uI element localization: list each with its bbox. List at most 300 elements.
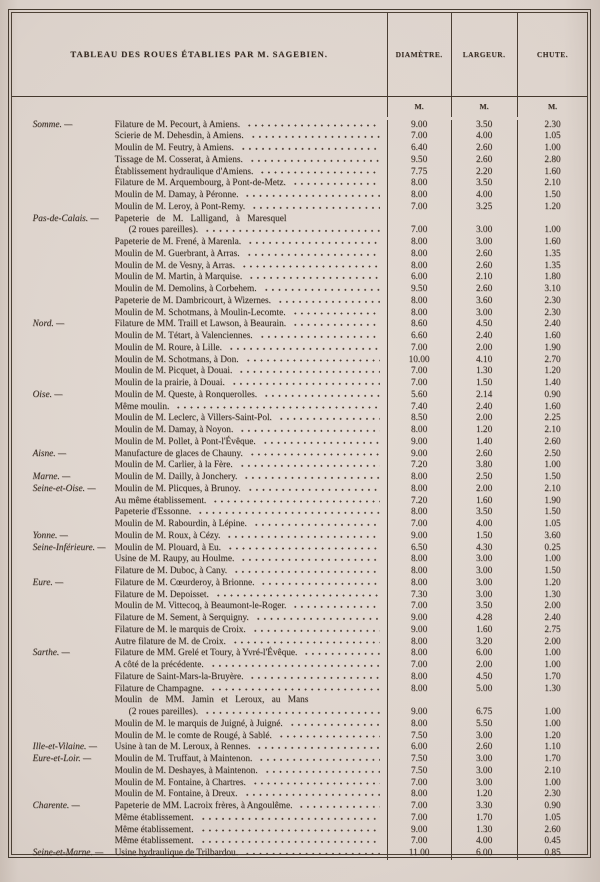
chute-value: 0.45 (517, 836, 588, 848)
chute-value: 1.90 (517, 496, 588, 508)
largeur-value: 1.30 (451, 366, 517, 378)
diametre-value: 7.50 (387, 766, 451, 778)
table-row (12, 155, 588, 167)
table-row (12, 848, 588, 860)
establishment-name: Moulin de M. Pollet, à Pont-l'Évêque. (114, 436, 256, 447)
dot-leader (238, 554, 379, 566)
largeur-value: 1.60 (451, 625, 517, 637)
largeur-value: 2.60 (451, 155, 517, 167)
largeur-value: 3.00 (451, 308, 517, 320)
dot-leader (208, 660, 380, 672)
diametre-value: 6.60 (387, 331, 451, 343)
table-row (12, 684, 588, 696)
establishment-name: Moulin de M. Fontaine, à Dreux. (114, 789, 238, 800)
dot-leader (261, 284, 380, 296)
establishment-cell (12, 167, 387, 179)
chute-value: 2.80 (517, 155, 588, 167)
diametre-value: 8.00 (387, 719, 451, 731)
dot-leader (195, 507, 379, 519)
establishment-name: Moulin de M. Martin, à Marquise. (114, 272, 243, 283)
establishment-cell (12, 719, 387, 731)
largeur-value: 3.00 (451, 731, 517, 743)
largeur-value: 2.60 (451, 143, 517, 155)
diametre-value: 9.00 (387, 531, 451, 543)
diametre-value: 9.00 (387, 625, 451, 637)
chute-value: 3.10 (517, 284, 588, 296)
chute-value: 1.20 (517, 731, 588, 743)
diametre-value: 8.00 (387, 308, 451, 320)
chute-value: 1.35 (517, 249, 588, 261)
chute-value: 1.00 (517, 719, 588, 731)
largeur-value: 2.60 (451, 261, 517, 273)
largeur-value: 3.30 (451, 801, 517, 813)
diametre-value: 8.00 (387, 296, 451, 308)
table-row (12, 648, 588, 660)
diametre-value: 7.20 (387, 460, 451, 472)
establishment-name: Filature de MM. Traill et Lawson, à Beaurain. (114, 319, 287, 330)
dot-leader (237, 425, 379, 437)
unit-diametre: M. (387, 97, 451, 117)
table-title: TABLEAU DES ROUES ÉTABLIES PAR M. SAGEBIEN. (70, 49, 328, 60)
diametre-value: 8.00 (387, 472, 451, 484)
establishment-cell (12, 578, 387, 590)
chute-value: 1.20 (517, 578, 588, 590)
chute-value: 2.30 (517, 789, 588, 801)
chute-value: 2.10 (517, 425, 588, 437)
largeur-value: 2.60 (451, 249, 517, 261)
establishment-name: Moulin de MM. Jamin et Leroux, au Mans (114, 695, 309, 706)
largeur-value: 1.50 (451, 378, 517, 390)
dot-leader (251, 519, 380, 531)
column-header-chute: CHUTE. (517, 13, 588, 96)
largeur-value: 2.40 (451, 331, 517, 343)
chute-value: 1.00 (517, 695, 588, 719)
dot-leader (247, 449, 380, 461)
diametre-value: 7.00 (387, 801, 451, 813)
establishment-cell (12, 190, 387, 202)
department-label: Seine-et-Marne. — (32, 848, 104, 859)
chute-value: 1.30 (517, 590, 588, 602)
establishment-name: Filature de M. le marquis de Croix. (114, 624, 246, 635)
chute-value: 1.35 (517, 261, 588, 273)
diametre-value: 7.00 (387, 214, 451, 238)
table-row (12, 672, 588, 684)
dot-leader (257, 167, 379, 179)
establishment-cell (12, 120, 387, 132)
chute-value: 1.50 (517, 566, 588, 578)
table-row (12, 202, 588, 214)
diametre-value: 8.60 (387, 319, 451, 331)
largeur-value: 3.80 (451, 460, 517, 472)
diametre-value: 6.00 (387, 742, 451, 754)
table-row (12, 766, 588, 778)
dot-leader (226, 343, 380, 355)
establishment-cell (12, 355, 387, 367)
chute-value: 1.20 (517, 366, 588, 378)
dot-leader (290, 178, 380, 190)
diametre-value: 7.00 (387, 343, 451, 355)
diametre-value: 7.00 (387, 836, 451, 848)
establishment-name: Filature de MM. Grelé et Toury, à Yvré-l'Évêque. (114, 648, 298, 659)
establishment-name: Usine hydraulique de Trilbardou. (114, 848, 239, 859)
establishment-cell (12, 531, 387, 543)
table-row (12, 601, 588, 613)
diametre-value: 9.00 (387, 695, 451, 719)
table-row (12, 237, 588, 249)
establishment-name: Filature de Champagne. (114, 683, 204, 694)
dot-leader (253, 613, 380, 625)
dot-leader (258, 578, 379, 590)
chute-value: 1.00 (517, 214, 588, 238)
largeur-value: 2.40 (451, 402, 517, 414)
largeur-value: 3.00 (451, 566, 517, 578)
establishment-cell (12, 131, 387, 143)
dot-leader (244, 249, 380, 261)
largeur-value: 1.40 (451, 437, 517, 449)
establishment-cell (12, 425, 387, 437)
table-row (12, 625, 588, 637)
establishment-name: Moulin de M. le comte de Rougé, à Sablé. (114, 730, 272, 741)
dot-leader (225, 543, 380, 555)
largeur-value: 3.50 (451, 601, 517, 613)
diametre-value: 8.00 (387, 637, 451, 649)
largeur-value: 2.10 (451, 272, 517, 284)
dot-leader (261, 390, 379, 402)
diametre-value: 6.00 (387, 272, 451, 284)
table-row (12, 543, 588, 555)
table-row (12, 131, 588, 143)
chute-value: 0.25 (517, 543, 588, 555)
establishment-name: Usine de M. Raupy, au Houlme. (114, 554, 235, 565)
diametre-value: 9.50 (387, 155, 451, 167)
dot-leader (245, 484, 380, 496)
column-header-largeur: LARGEUR. (451, 13, 517, 96)
dot-leader (290, 601, 379, 613)
establishment-cell (12, 143, 387, 155)
establishment-cell (12, 296, 387, 308)
unit-largeur: M. (451, 97, 517, 117)
chute-value: 2.25 (517, 413, 588, 425)
largeur-value: 2.60 (451, 449, 517, 461)
establishment-name: Filature de M. Depoisset. (114, 589, 209, 600)
table-row (12, 308, 588, 320)
chute-value: 1.70 (517, 754, 588, 766)
largeur-value: 3.00 (451, 214, 517, 238)
dot-leader (262, 766, 380, 778)
table-row (12, 261, 588, 273)
diametre-value: 10.00 (387, 355, 451, 367)
chute-value: 0.90 (517, 801, 588, 813)
establishment-name: Moulin de M. de Vesny, à Arras. (114, 260, 235, 271)
establishment-name: Moulin de M. Dailly, à Jonchery. (114, 472, 238, 483)
dot-leader (249, 202, 380, 214)
diametre-value: 8.00 (387, 507, 451, 519)
diametre-value: 7.00 (387, 202, 451, 214)
largeur-value: 3.00 (451, 554, 517, 566)
table-row (12, 754, 588, 766)
dot-leader (236, 366, 379, 378)
establishment-name: Filature de Saint-Mars-la-Bruyère. (114, 671, 244, 682)
diametre-value: 8.00 (387, 554, 451, 566)
establishment-cell (12, 390, 387, 402)
establishment-name: Moulin de M. Queste, à Ronquerolles. (114, 389, 258, 400)
department-label: Sarthe. — (32, 648, 70, 659)
chute-value: 2.30 (517, 308, 588, 320)
dot-leader (243, 355, 380, 367)
establishment-name: Moulin de M. Roure, à Lille. (114, 342, 223, 353)
diametre-value: 6.40 (387, 143, 451, 155)
chute-value: 1.90 (517, 343, 588, 355)
chute-value: 1.60 (517, 402, 588, 414)
dot-leader (229, 378, 380, 390)
largeur-value: 2.60 (451, 284, 517, 296)
establishment-name: Moulin de M. Leroy, à Pont-Remy. (114, 201, 246, 212)
chute-value: 1.00 (517, 143, 588, 155)
table-row (12, 566, 588, 578)
establishment-name: Moulin de M. Plouard, à Eu. (114, 542, 221, 553)
establishment-cell (12, 695, 387, 719)
diametre-value: 8.00 (387, 566, 451, 578)
diametre-value: 7.20 (387, 496, 451, 508)
establishment-cell (12, 343, 387, 355)
chute-value: 1.60 (517, 167, 588, 179)
establishment-cell (12, 214, 387, 238)
establishment-name-line2: (2 roues pareilles). (128, 707, 199, 718)
table-row (12, 554, 588, 566)
department-label: Seine-Inférieure. — (32, 542, 106, 553)
diametre-value: 8.00 (387, 484, 451, 496)
chute-value: 1.40 (517, 378, 588, 390)
table-row (12, 789, 588, 801)
table-row (12, 214, 588, 238)
table-row (12, 825, 588, 837)
largeur-value: 1.60 (451, 496, 517, 508)
table-row (12, 143, 588, 155)
units-row (12, 96, 588, 117)
largeur-value: 1.20 (451, 425, 517, 437)
dot-leader (237, 460, 380, 472)
establishment-name: Moulin de M. Rabourdin, à Lépine. (114, 519, 247, 530)
table-row (12, 284, 588, 296)
dot-leader (247, 155, 380, 167)
largeur-value: 2.00 (451, 484, 517, 496)
diametre-value: 8.00 (387, 684, 451, 696)
table-row (12, 437, 588, 449)
diametre-value: 9.00 (387, 449, 451, 461)
establishment-cell (12, 825, 387, 837)
diametre-value: 8.00 (387, 672, 451, 684)
table-row (12, 507, 588, 519)
chute-value: 1.00 (517, 648, 588, 660)
table-row (12, 272, 588, 284)
establishment-cell (12, 813, 387, 825)
establishment-name: Moulin de M. Picquet, à Douai. (114, 366, 233, 377)
largeur-value: 3.00 (451, 766, 517, 778)
chute-value: 0.90 (517, 390, 588, 402)
largeur-value: 2.20 (451, 167, 517, 179)
largeur-value: 3.00 (451, 754, 517, 766)
table-row (12, 366, 588, 378)
chute-value: 1.50 (517, 507, 588, 519)
diametre-value: 8.00 (387, 190, 451, 202)
table-row (12, 590, 588, 602)
largeur-value: 3.00 (451, 590, 517, 602)
chute-value: 1.00 (517, 554, 588, 566)
establishment-name: Moulin de M. Schotmans, à Moulin-Lecomte. (114, 307, 286, 318)
establishment-name: Filature de M. Arquembourg, à Pont-de-Metz. (114, 178, 286, 189)
dot-leader (260, 437, 380, 449)
chute-value: 2.60 (517, 437, 588, 449)
establishment-cell (12, 178, 387, 190)
sagebien-wheels-table (11, 12, 589, 859)
dot-leader (231, 566, 380, 578)
establishment-cell (12, 778, 387, 790)
chute-value: 1.05 (517, 519, 588, 531)
chute-value: 2.10 (517, 484, 588, 496)
department-label: Yonne. — (32, 530, 68, 541)
establishment-name: Moulin de M. Damay, à Noyon. (114, 425, 234, 436)
establishment-cell (12, 366, 387, 378)
diametre-value: 8.00 (387, 237, 451, 249)
diametre-value: 8.00 (387, 425, 451, 437)
establishment-name: Moulin de la prairie, à Douai. (114, 378, 225, 389)
dot-leader (246, 272, 379, 284)
table-row (12, 731, 588, 743)
largeur-value: 3.50 (451, 507, 517, 519)
diametre-value: 7.40 (387, 402, 451, 414)
table-row (12, 719, 588, 731)
table-row (12, 378, 588, 390)
largeur-value: 1.70 (451, 813, 517, 825)
dot-leader (224, 531, 379, 543)
establishment-cell (12, 731, 387, 743)
establishment-cell (12, 601, 387, 613)
department-label: Charente. — (32, 801, 80, 812)
diametre-value: 8.00 (387, 648, 451, 660)
dot-leader (230, 637, 380, 649)
diametre-value: 9.00 (387, 120, 451, 132)
establishment-name: Même moulin. (114, 401, 170, 412)
chute-value: 2.40 (517, 319, 588, 331)
department-label: Eure. — (32, 577, 64, 588)
establishment-name: Moulin de M. le marquis de Juigné, à Juigné. (114, 718, 283, 729)
dot-leader (250, 625, 380, 637)
largeur-value: 6.75 (451, 695, 517, 719)
table-row (12, 472, 588, 484)
department-label: Marne. — (32, 472, 71, 483)
dot-leader (239, 261, 380, 273)
establishment-cell (12, 402, 387, 414)
establishment-name: Moulin de M. Feutry, à Amiens. (114, 143, 234, 154)
diametre-value: 11.00 (387, 848, 451, 860)
largeur-value: 2.14 (451, 390, 517, 402)
dot-leader (296, 801, 379, 813)
chute-value: 2.75 (517, 625, 588, 637)
establishment-cell (12, 507, 387, 519)
establishment-name: Moulin de M. Truffaut, à Maintenon. (114, 754, 253, 765)
establishment-name: Filature de M. Duboc, à Cany. (114, 566, 228, 577)
table-row (12, 343, 588, 355)
establishment-cell (12, 554, 387, 566)
table-outer-border (8, 9, 591, 858)
largeur-value: 3.50 (451, 120, 517, 132)
largeur-value: 2.00 (451, 413, 517, 425)
establishment-cell (12, 613, 387, 625)
diametre-value: 7.00 (387, 601, 451, 613)
table-row (12, 449, 588, 461)
establishment-name: Filature de M. Cœurderoy, à Brionne. (114, 577, 255, 588)
table-row (12, 319, 588, 331)
chute-value: 1.50 (517, 472, 588, 484)
establishment-name: Filature de M. Sement, à Serquigny. (114, 613, 249, 624)
chute-value: 2.50 (517, 449, 588, 461)
establishment-cell (12, 742, 387, 754)
chute-value: 1.00 (517, 660, 588, 672)
diametre-value: 9.00 (387, 437, 451, 449)
chute-value: 2.70 (517, 355, 588, 367)
establishment-cell (12, 543, 387, 555)
table-row (12, 519, 588, 531)
establishment-cell (12, 496, 387, 508)
chute-value: 3.60 (517, 531, 588, 543)
chute-value: 1.05 (517, 813, 588, 825)
establishment-name: A côté de la précédente. (114, 660, 204, 671)
largeur-value: 3.00 (451, 237, 517, 249)
dot-leader (244, 120, 380, 132)
dot-leader (242, 789, 380, 801)
establishment-name: Papeterie de M. Lalligand, à Maresquel (114, 213, 287, 224)
department-label: Somme. — (32, 119, 73, 130)
largeur-value: 2.00 (451, 343, 517, 355)
diametre-value: 7.00 (387, 519, 451, 531)
largeur-value: 4.30 (451, 543, 517, 555)
establishment-name: Même établissement. (114, 824, 194, 835)
chute-value: 1.30 (517, 684, 588, 696)
diametre-value: 9.50 (387, 284, 451, 296)
diametre-value: 8.50 (387, 413, 451, 425)
largeur-value: 4.10 (451, 355, 517, 367)
table-row (12, 402, 588, 414)
chute-value: 1.80 (517, 272, 588, 284)
establishment-name: Manufacture de glaces de Chauny. (114, 448, 243, 459)
table-row (12, 167, 588, 179)
table-row (12, 120, 588, 132)
establishment-name: Tissage de M. Cosserat, à Amiens. (114, 154, 243, 165)
table-header-row (12, 13, 588, 96)
dot-leader (242, 190, 379, 202)
diametre-value: 8.00 (387, 249, 451, 261)
table-row (12, 496, 588, 508)
establishment-cell (12, 460, 387, 472)
chute-value: 1.05 (517, 131, 588, 143)
largeur-value: 4.00 (451, 131, 517, 143)
establishment-name: Moulin de M. Tétart, à Valenciennes. (114, 331, 253, 342)
diametre-value: 7.00 (387, 378, 451, 390)
establishment-cell (12, 590, 387, 602)
largeur-value: 3.50 (451, 178, 517, 190)
diametre-value: 8.00 (387, 789, 451, 801)
dot-leader (241, 472, 379, 484)
largeur-value: 3.00 (451, 778, 517, 790)
dot-leader (213, 590, 380, 602)
establishment-cell (12, 484, 387, 496)
table-row (12, 355, 588, 367)
largeur-value: 4.50 (451, 319, 517, 331)
establishment-cell (12, 378, 387, 390)
establishment-cell (12, 789, 387, 801)
largeur-value: 3.20 (451, 637, 517, 649)
establishment-cell (12, 836, 387, 848)
